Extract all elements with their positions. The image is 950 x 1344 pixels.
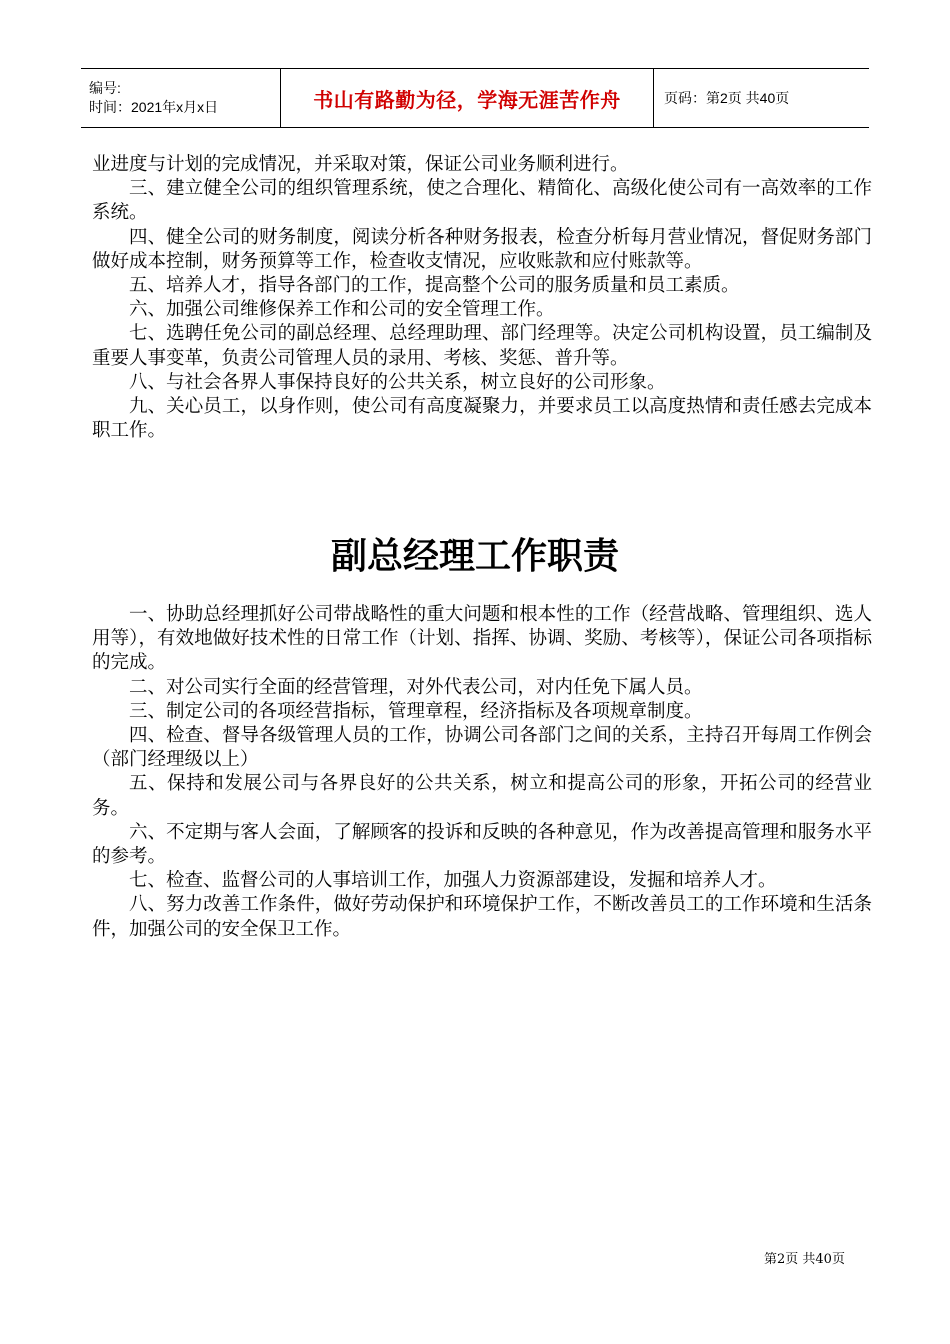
- paragraph: 三、建立健全公司的组织管理系统，使之合理化、精简化、高级化使公司有一高效率的工作系统。: [92, 178, 872, 224]
- header-motto: 书山有路勤为径，学海无涯苦作舟: [281, 69, 654, 127]
- paragraph: 一、协助总经理抓好公司带战略性的重大问题和根本性的工作（经营战略、管理组织、选人用等），有效地做好技术性的日常工作（计划、指挥、协调、奖励、考核等），保证公司各项指标的完成。: [92, 604, 872, 674]
- header-page-info: 页码：第2页 共40页: [664, 90, 790, 106]
- paragraph: 六、加强公司维修保养工作和公司的安全管理工作。: [129, 299, 555, 321]
- paragraph: 三、制定公司的各项经营指标，管理章程，经济指标及各项规章制度。: [129, 700, 703, 722]
- paragraph: 四、检查、督导各级管理人员的工作，协调公司各部门之间的关系，主持召开每周工作例会（部门经理级以上）: [92, 725, 872, 771]
- header-meta: [81, 69, 281, 127]
- paragraph: 九、关心员工，以身作则，使公司有高度凝聚力，并要求员工以高度热情和责任感去完成本职工作。: [92, 396, 872, 442]
- document-time-label: 时间：2021年x月x日: [89, 99, 219, 115]
- paragraph: 五、保持和发展公司与各界良好的公共关系，树立和提高公司的形象，开拓公司的经营业务。: [92, 773, 872, 819]
- paragraph: 六、不定期与客人会面，了解顾客的投诉和反映的各种意见，作为改善提高管理和服务水平的参考。: [92, 821, 872, 868]
- section-title: 副总经理工作职责: [330, 536, 619, 577]
- section-2-body: [92, 603, 872, 942]
- page-header: [81, 68, 869, 128]
- paragraph: 业进度与计划的完成情况，并采取对策，保证公司业务顺利进行。: [92, 154, 629, 175]
- paragraph: 七、检查、监督公司的人事培训工作，加强人力资源部建设，发掘和培养人才。: [129, 870, 777, 892]
- document-number-label: 编号:: [89, 80, 121, 96]
- section-1-body: [92, 153, 872, 443]
- paragraph: 七、选聘任免公司的副总经理、总经理助理、部门经理等。决定公司机构设置，员工编制及重要人事变革，负责公司管理人员的录用、考核、奖惩、普升等。: [92, 323, 872, 369]
- paragraph: 八、与社会各界人事保持良好的公共关系，树立良好的公司形象。: [129, 371, 666, 393]
- paragraph: 八、努力改善工作条件，做好劳动保护和环境保护工作，不断改善员工的工作环境和生活条件，加强公司的安全保卫工作。: [92, 894, 872, 940]
- paragraph: 五、培养人才，指导各部门的工作，提高整个公司的服务质量和员工素质。: [129, 275, 740, 297]
- paragraph: 四、健全公司的财务制度，阅读分析各种财务报表，检查分析每月营业情况，督促财务部门做好成本控制，财务预算等工作，检查收支情况，应收账款和应付账款等。: [92, 226, 872, 272]
- paragraph: 二、对公司实行全面的经营管理，对外代表公司，对内任免下属人员。: [129, 676, 703, 698]
- page-footer: 第2页 共40页: [764, 1252, 845, 1267]
